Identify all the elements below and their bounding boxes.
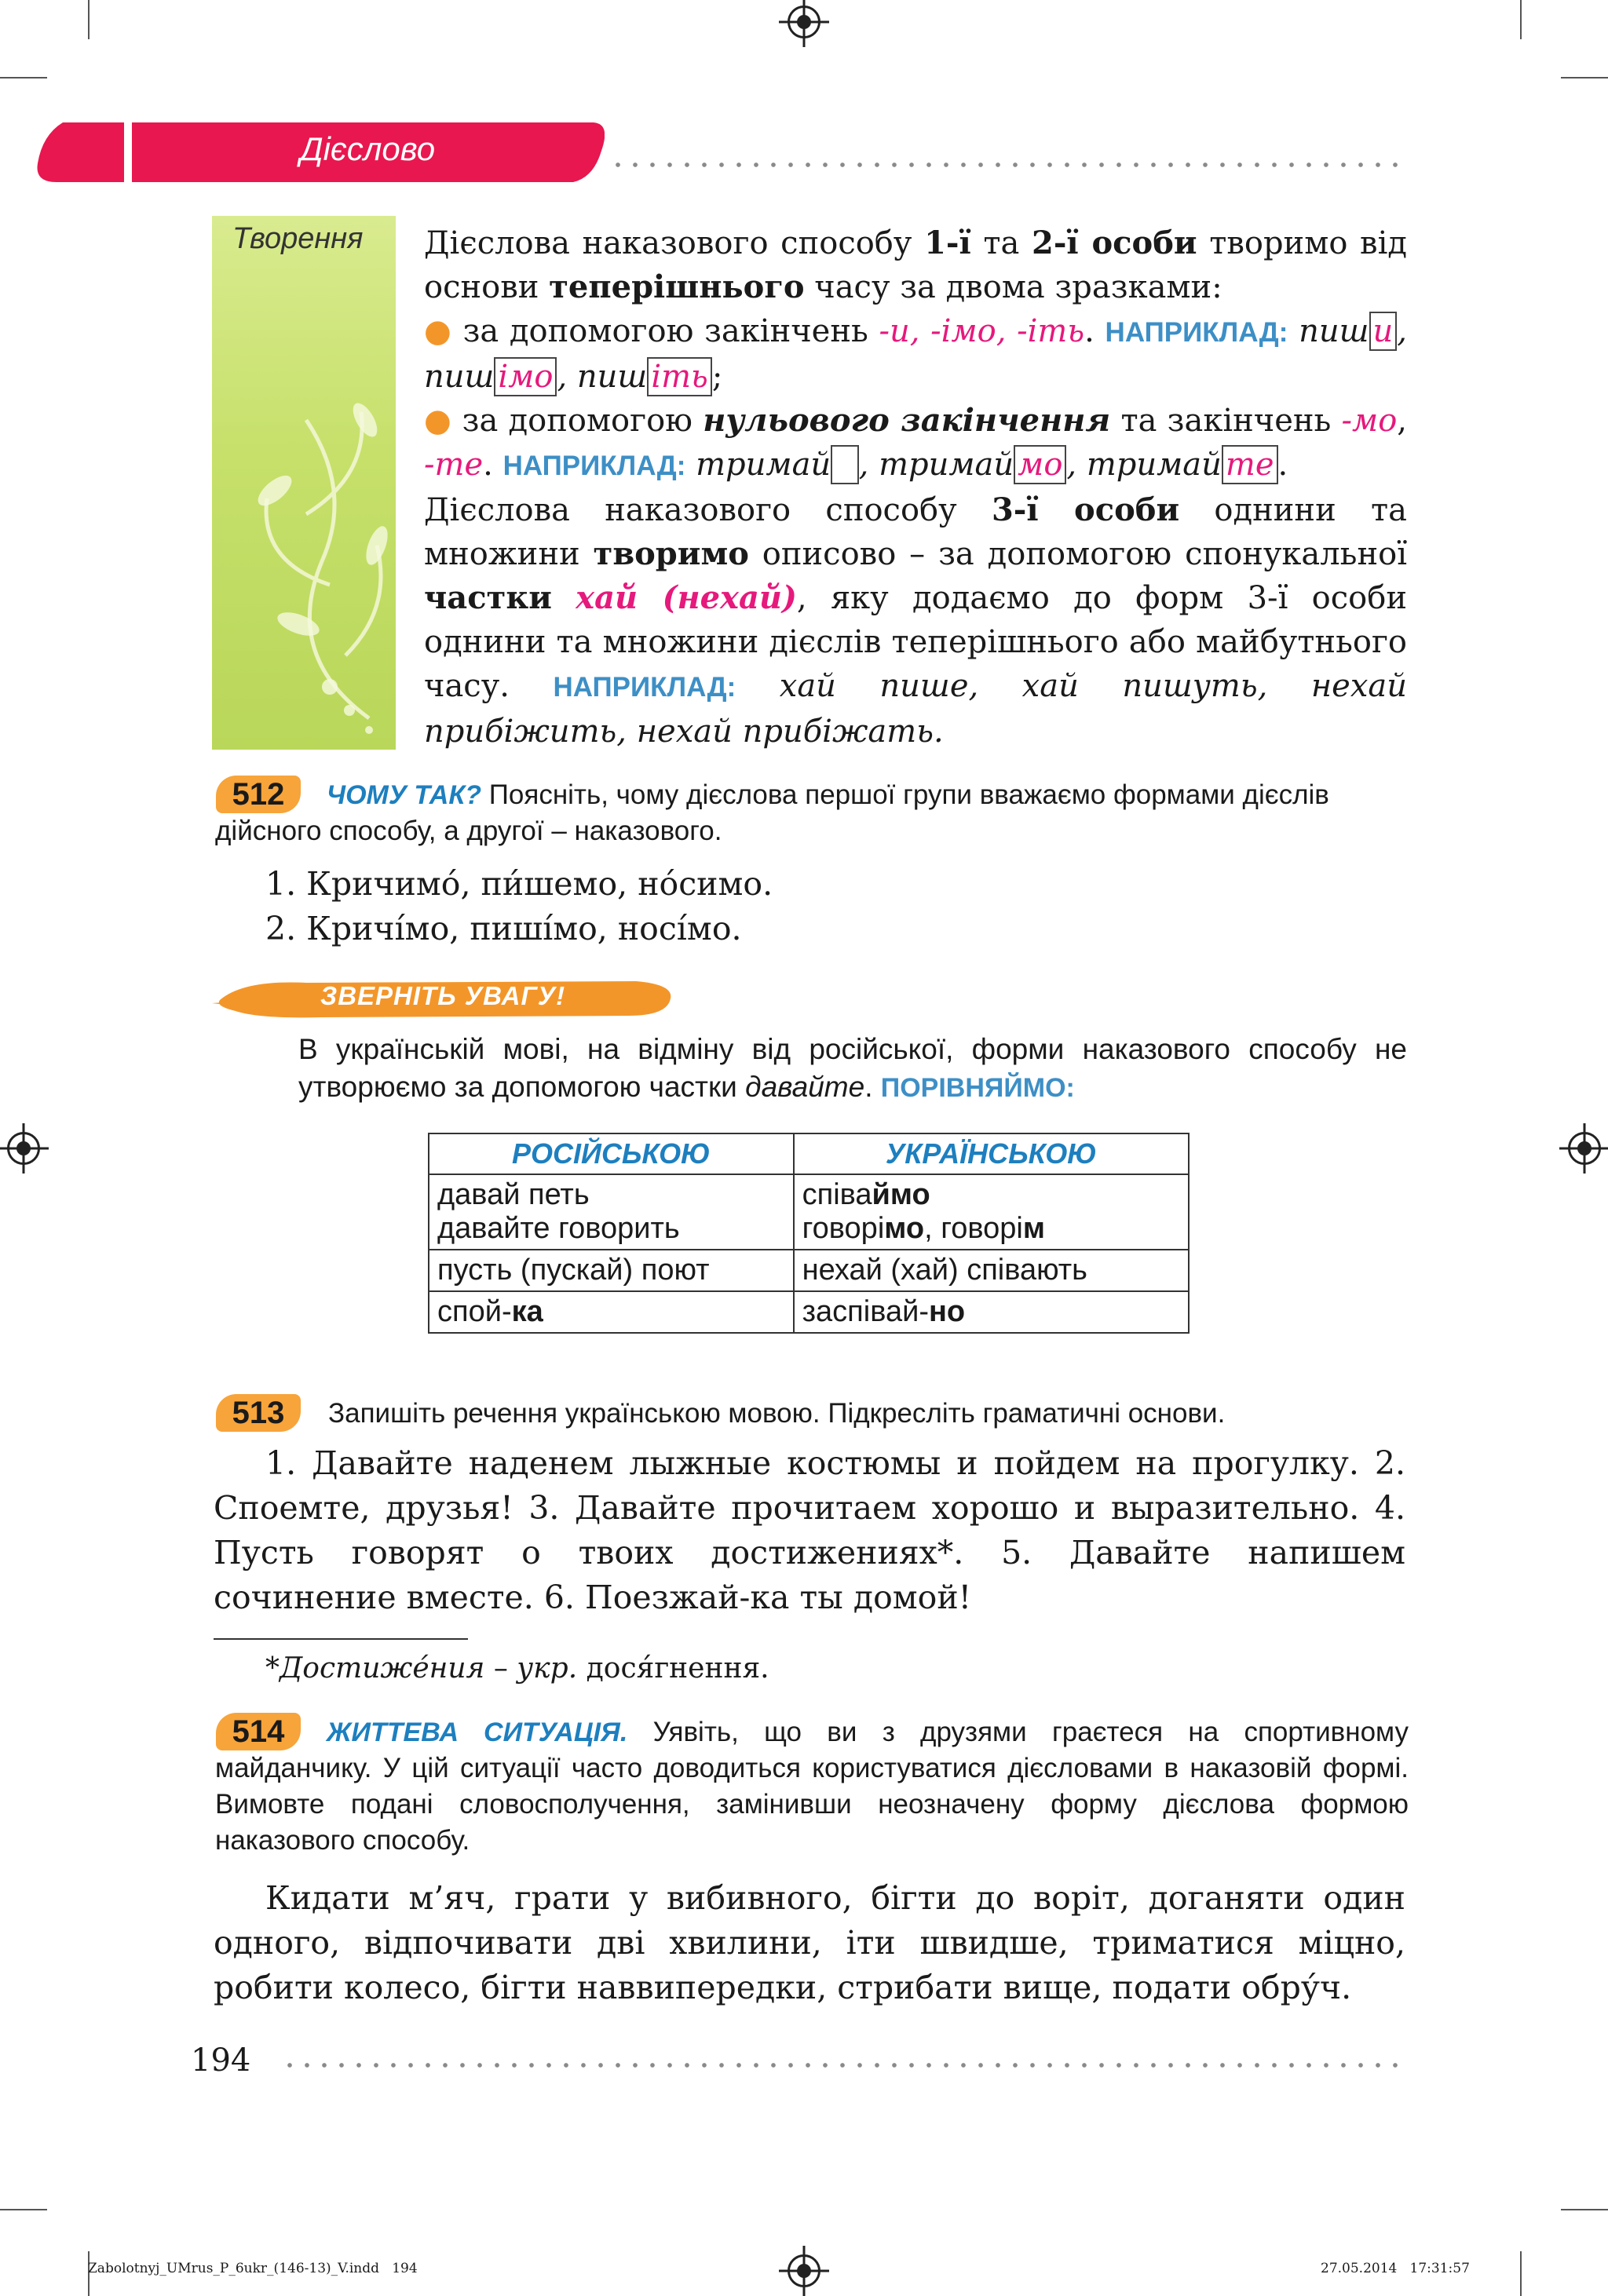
- exercise-512-line-1: 1. Кричимо́, пи́шемо, но́симо.: [265, 865, 773, 903]
- exercise-tag: ЧОМУ ТАК?: [327, 780, 482, 810]
- bullet-icon: ●: [424, 313, 452, 349]
- crop-mark: [1561, 2209, 1608, 2210]
- header-dotted-leader: [609, 162, 1407, 167]
- section-title: Дієслово: [300, 130, 436, 167]
- table-row: [429, 1291, 1189, 1333]
- floral-ornament-icon: [212, 216, 396, 750]
- exercise-513-task: Запишіть речення українською мовою. Підкресліть граматичні основи.: [328, 1398, 1226, 1429]
- exercise-number: 512: [216, 776, 301, 813]
- table-cell: пусть (пускай) поют: [429, 1250, 794, 1291]
- rule-paragraph-1: Дієслова наказового способу 1-ї та 2-ї особи творимо від основи теперішнього часу за двома зразками:: [424, 224, 1407, 305]
- registration-mark-icon: [788, 2254, 820, 2287]
- bullet-icon: ●: [424, 403, 452, 439]
- zero-ending-box: [831, 445, 858, 484]
- table-cell: давай петь давайте говорить: [429, 1174, 794, 1250]
- exercise-512-line-2: 2. Кричі́мо, пиші́мо, носі́мо.: [265, 910, 742, 947]
- sidebar-label: Творення: [232, 222, 364, 255]
- exercise-number: 514: [216, 1713, 301, 1750]
- rule-bullet-1: ● за допомогою закінчень -и, -імо, -іть. НАПРИКЛАД: пиш и , пиш імо , пиш іть ;: [424, 313, 1407, 395]
- comparison-table: [428, 1133, 1190, 1334]
- registration-mark-icon: [788, 5, 820, 38]
- exercise-513-text: 1. Давайте наденем лыжные костюмы и пойдем на прогулку. 2. Споемте, друзья! 3. Давайте прочитаем хорошо и выразительно. 4. Пусть говорят о твоих достижениях*. 5. Давайте напишем сочинение вместе. 6. Поезжай-ка ты домой!: [214, 1444, 1405, 1616]
- table-cell: заспівай-но: [794, 1291, 1189, 1333]
- registration-mark-icon: [7, 1132, 40, 1165]
- crop-mark: [1520, 0, 1522, 39]
- print-timestamp: 27.05.2014 17:31:57: [1321, 2261, 1470, 2276]
- rule-paragraph-2: Дієслова наказового способу 3-ї особи однини та множини творимо описово – за допомогою спонукальної частки хай (нехай), яку додаємо до форм 3-ї особи однини та множини дієслів теперішнього або майбутнього часу. НАПРИКЛАД: хай пише, хай пишуть, нехай прибіжить, нехай прибіжать.: [424, 491, 1408, 750]
- rule-sidebar: [212, 216, 396, 750]
- footnote-divider: [214, 1638, 468, 1640]
- page-number: 194: [191, 2042, 251, 2079]
- rule-bullet-2: ● за допомогою нульового закінчення та закінчень -мо, -те. НАПРИКЛАД: тримай , тримай мо , тримай те .: [424, 402, 1408, 483]
- table-cell: співаймо говорімо, говорім: [794, 1174, 1189, 1250]
- rule-text: [424, 221, 1407, 754]
- table-header-row: [429, 1133, 1189, 1174]
- crop-mark: [1520, 2251, 1522, 2296]
- crop-mark: [0, 2209, 47, 2210]
- notice-banner-label: ЗВЕРНІТЬ УВАГУ!: [320, 981, 566, 1010]
- notice-text: В українській мові, на відміну від російської, форми наказового способу не утворюємо за допомогою частки давайте. ПОРІВНЯЙМО:: [298, 1033, 1407, 1103]
- exercise-514-text: Кидати м’яч, грати у вибивного, бігти до воріт, доганяти один одного, відпочивати дві хвилини, іти швидше, триматися міцно, робити колесо, бігти наввипередки, стрибати вище, подати обру́ч.: [214, 1879, 1405, 2006]
- crop-mark: [88, 0, 90, 39]
- footnote: *Достиже́ния – укр. дося́гнення.: [265, 1652, 769, 1685]
- table-cell: спой-ка: [429, 1291, 794, 1333]
- exercise-tag: ЖИТТЕВА СИТУАЦІЯ.: [327, 1717, 628, 1747]
- exercise-512-task: ЧОМУ ТАК? Поясніть, чому дієслова першої групи вважаємо формами дієслів дійсного способу, а другої – наказового.: [215, 779, 1329, 846]
- table-cell: нехай (хай) співають: [794, 1250, 1189, 1291]
- notice-banner: [212, 976, 675, 1020]
- table-header-russian: РОСІЙСЬКОЮ: [429, 1133, 794, 1174]
- crop-mark: [0, 77, 47, 78]
- exercise-514-task: ЖИТТЕВА СИТУАЦІЯ. Уявіть, що ви з друзями граєтеся на спортивному майданчику. У цій ситуації часто доводиться користуватися дієсловами в наказовій формі. Вимовте подані словосполучення, замінивши неозначену форму дієслова формою наказового способу.: [215, 1717, 1409, 1856]
- table-header-ukrainian: УКРАЇНСЬКОЮ: [794, 1133, 1189, 1174]
- file-name: Zabolotnyj_UMrus_P_6ukr_(146-13)_V.indd 194: [88, 2261, 418, 2276]
- table-row: [429, 1174, 1189, 1250]
- registration-mark-icon: [1568, 1132, 1601, 1165]
- table-row: [429, 1250, 1189, 1291]
- exercise-number: 513: [216, 1394, 301, 1432]
- footer-dotted-leader: [281, 2063, 1407, 2068]
- crop-mark: [1561, 77, 1608, 78]
